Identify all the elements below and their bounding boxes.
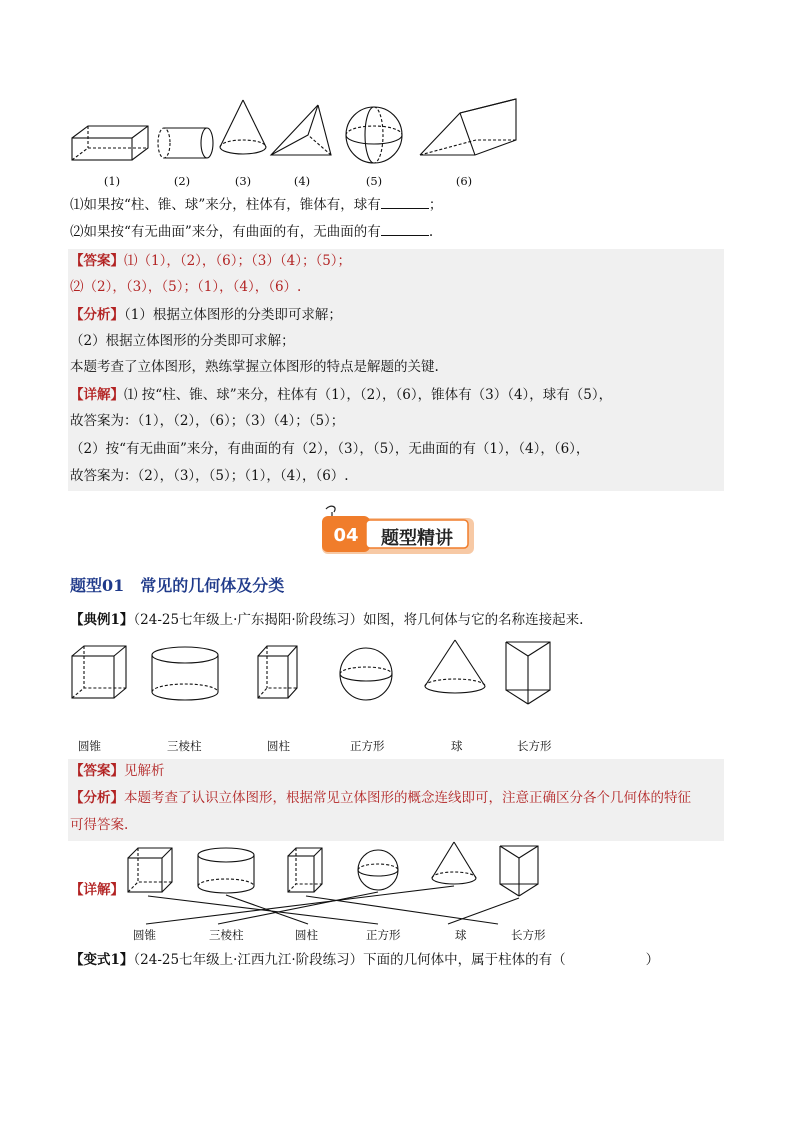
analysis-text-1: （1）根据立体图形的分类即可求解； — [124, 307, 342, 323]
name-label-prism: 三棱柱 — [167, 739, 202, 753]
name-label-sphere: 球 — [451, 739, 463, 753]
answer-blank — [381, 223, 429, 236]
figure-label-2: (2) — [173, 174, 191, 188]
name-label-rectangle: 长方形 — [517, 739, 552, 753]
analysis-line-2: （2）根据立体图形的分类即可求解； — [70, 333, 295, 349]
cone-shape — [425, 640, 485, 693]
answer-line-1 — [70, 251, 351, 271]
section-title: 题型01 常见的几何体及分类 — [70, 576, 285, 595]
cone-shape — [220, 100, 266, 154]
example-analysis-line-1 — [70, 788, 691, 808]
figure-label-6: (6) — [455, 174, 473, 188]
sphere-shape — [346, 107, 402, 163]
match-label-sphere: 球 — [455, 928, 467, 942]
example-answer-text: 见解析 — [124, 763, 165, 779]
analysis-tag: 【分析】 — [70, 307, 124, 323]
question-part-1-end: ； — [428, 197, 443, 213]
figure-solids-2 — [68, 636, 558, 706]
prism-shape — [420, 99, 516, 155]
prism-shape — [506, 642, 550, 704]
example-1-text: （24-25七年级上·广东揭阳·阶段练习）如图，将几何体与它的名称连接起来. — [133, 612, 584, 628]
variant-1-text: （24-25七年级上·江西九江·阶段练习）下面的几何体中，属于柱体的有（ — [133, 952, 566, 968]
example-detail-tag: 【详解】 — [70, 882, 124, 898]
cylinder-shape — [158, 128, 213, 158]
example-1-line — [70, 610, 583, 630]
match-label-cone: 圆锥 — [133, 928, 156, 942]
cube-shape — [72, 646, 126, 698]
detail-tag: 【详解】 — [70, 387, 124, 403]
cube-shape — [128, 848, 172, 892]
sphere-shape — [358, 850, 398, 890]
example-detail-line — [70, 880, 124, 900]
figure-label-4: (4) — [293, 174, 311, 188]
example-answer-tag: 【答案】 — [70, 763, 124, 779]
sphere-shape — [340, 648, 392, 700]
question-part-2-end: . — [428, 224, 434, 240]
analysis-line-1 — [70, 305, 342, 325]
match-label-square: 正方形 — [366, 928, 401, 942]
cone-shape — [432, 842, 476, 884]
cuboid-shape — [72, 126, 148, 160]
match-label-rectangle: 长方形 — [511, 928, 546, 942]
example-analysis-text-1: 本题考查了认识立体图形，根据常见立体图形的概念连线即可，注意正确区分各个几何体的特征 — [124, 790, 691, 806]
answer-blank — [381, 196, 429, 209]
name-label-square: 正方形 — [350, 739, 385, 753]
answer-tag: 【答案】 — [70, 253, 124, 269]
example-analysis-tag: 【分析】 — [70, 790, 124, 806]
match-label-cylinder: 圆柱 — [295, 928, 318, 942]
name-label-cone: 圆锥 — [78, 739, 101, 753]
detail-line-2: 故答案为：（1），（2），（6）；（3）（4）；（5）； — [70, 413, 345, 429]
figure-matching — [118, 840, 558, 930]
example-analysis-line-2: 可得答案. — [70, 817, 129, 833]
figure-label-3: (3) — [234, 174, 252, 188]
example-1-tag: 【典例1】 — [70, 612, 134, 628]
question-part-2-text: ⑵如果按“有无曲面”来分，有曲面的有，无曲面的有 — [70, 224, 381, 240]
banner-title: 题型精讲 — [381, 528, 453, 549]
match-label-prism: 三棱柱 — [209, 928, 244, 942]
variant-1-end: ） — [645, 952, 660, 968]
question-part-1-text: ⑴如果按“柱、锥、球”来分，柱体有，锥体有，球有 — [70, 197, 381, 213]
banner-number: 04 — [333, 525, 359, 546]
question-part-2 — [70, 222, 433, 242]
cuboid-shape — [288, 848, 322, 892]
cylinder-shape — [198, 848, 254, 893]
detail-line-1 — [70, 385, 612, 405]
banner-swirl-icon — [326, 506, 335, 512]
pyramid-shape — [271, 105, 331, 155]
prism-shape — [500, 846, 538, 896]
variant-1-tag: 【变式1】 — [70, 952, 134, 968]
figure-label-1: (1) — [103, 174, 121, 188]
answer-line-2: ⑵（2），（3），（5）；（1），（4），（6）. — [70, 279, 302, 295]
analysis-line-3: 本题考查了立体图形，熟练掌握立体图形的特点是解题的关键. — [70, 359, 439, 375]
answer-text-1: ⑴（1），（2），（6）；（3）（4）；（5）； — [124, 253, 352, 269]
name-label-cylinder: 圆柱 — [267, 739, 290, 753]
cuboid-shape — [258, 646, 297, 698]
cylinder-shape — [152, 647, 218, 700]
question-part-1 — [70, 195, 442, 215]
detail-line-4: 故答案为：（2），（3），（5）；（1），（4），（6）. — [70, 468, 349, 484]
detail-text-1: ⑴ 按“柱、锥、球”来分，柱体有（1），（2），（6），锥体有（3）（4），球有（5）， — [124, 387, 613, 403]
matching-lines — [146, 886, 519, 924]
figure-label-5: (5) — [365, 174, 383, 188]
example-answer-line — [70, 761, 165, 781]
detail-line-3: （2）按“有无曲面”来分，有曲面的有（2），（3），（5），无曲面的有（1），（4），（6）， — [70, 441, 590, 457]
variant-1-line — [70, 950, 659, 970]
